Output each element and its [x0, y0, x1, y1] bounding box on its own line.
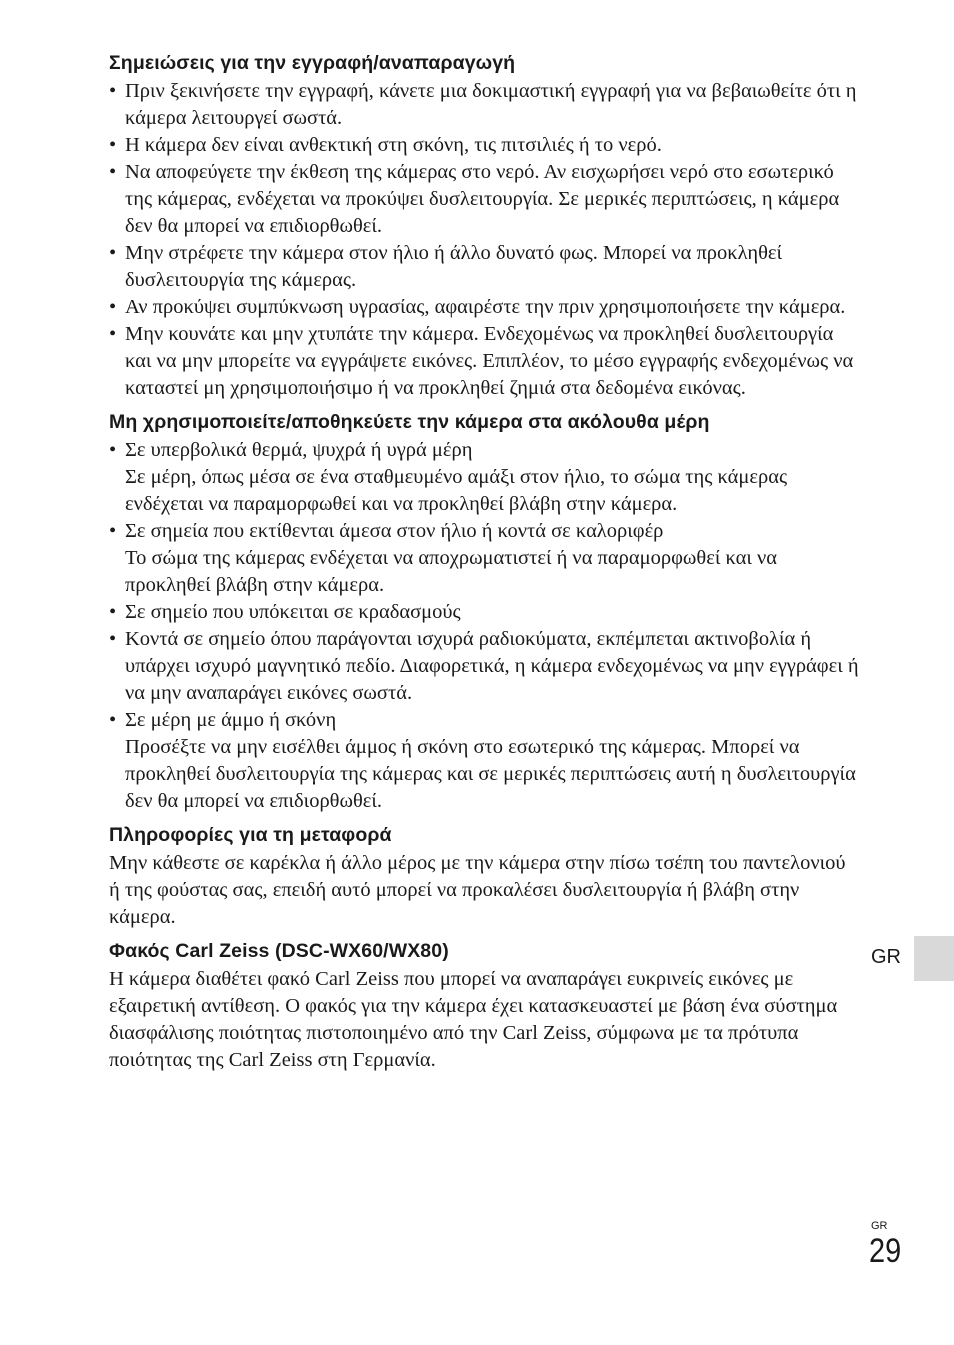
section-lens — [109, 938, 861, 1074]
list-item: • Μην στρέφετε την κάμερα στον ήλιο ή άλλο δυνατό φως. Μπορεί να προκληθεί δυσλειτουργία της κάμερας. — [109, 240, 861, 294]
list-item — [109, 437, 861, 518]
list-item — [109, 707, 861, 815]
list-item-title: • Σε σημεία που εκτίθενται άμεσα στον ήλιο ή κοντά σε καλοριφέρ — [125, 520, 664, 542]
section-heading: Μη χρησιμοποιείτε/αποθηκεύετε την κάμερα στα ακόλουθα μέρη — [109, 411, 710, 433]
section-carrying — [109, 822, 861, 931]
section-recording-notes — [109, 50, 861, 402]
list-item: • Μην κουνάτε και μην χτυπάτε την κάμερα. Ενδεχομένως να προκληθεί δυσλειτουργία και να μην μπορείτε να εγγράψετε εικόνες. Επιπλέον, το μέσο εγγραφής ενδεχομένως να καταστεί μη χρησιμοποιήσιμο ή να προκληθεί ζημιά στα δεδομένα εικόνας. — [109, 321, 861, 402]
bullet-list — [109, 78, 861, 402]
language-tab — [914, 936, 954, 981]
list-item-detail: Σε μέρη, όπως μέσα σε ένα σταθμευμένο αμάξι στον ήλιο, το σώμα της κάμερας ενδέχεται να παραμορφωθεί και να προκληθεί βλάβη στην κάμερα. — [125, 466, 788, 515]
section-heading: Φακός Carl Zeiss (DSC-WX60/WX80) — [109, 940, 449, 962]
section-storage-locations — [109, 409, 861, 815]
section-paragraph: Μην κάθεστε σε καρέκλα ή άλλο μέρος με την κάμερα στην πίσω τσέπη του παντελονιού ή της φούστας σας, επειδή αυτό μπορεί να προκαλέσει δυσλειτουργία ή βλάβη στην κάμερα. — [109, 852, 846, 928]
page-language-label: GR — [871, 1220, 888, 1232]
page-content — [109, 50, 861, 1081]
list-item — [109, 599, 861, 626]
list-item: • Η κάμερα δεν είναι ανθεκτική στη σκόνη, τις πιτσιλιές ή το νερό. — [109, 132, 861, 159]
list-item-detail: Το σώμα της κάμερας ενδέχεται να αποχρωματιστεί ή να παραμορφωθεί και να προκληθεί βλάβη στην κάμερα. — [125, 547, 778, 596]
list-item: • Πριν ξεκινήσετε την εγγραφή, κάνετε μια δοκιμαστική εγγραφή για να βεβαιωθείτε ότι η κάμερα λειτουργεί σωστά. — [109, 78, 861, 132]
bullet-list — [109, 437, 861, 815]
section-heading: Σημειώσεις για την εγγραφή/αναπαραγωγή — [109, 52, 516, 74]
language-tab-label: GR — [871, 946, 901, 968]
list-item-title: • Σε υπερβολικά θερμά, ψυχρά ή υγρά μέρη — [125, 439, 473, 461]
list-item-title: • Κοντά σε σημείο όπου παράγονται ισχυρά ραδιοκύματα, εκπέμπεται ακτινοβολία ή υπάρχει ισχυρό μαγνητικό πεδίο. Διαφορετικά, η κάμερα ενδεχομένως να μην εγγράφει ή να μην αναπαράγει εικόνες σωστά. — [125, 628, 859, 704]
list-item-title: • Σε μέρη με άμμο ή σκόνη — [125, 709, 337, 731]
list-item: • Να αποφεύγετε την έκθεση της κάμερας στο νερό. Αν εισχωρήσει νερό στο εσωτερικό της κάμερας, ενδέχεται να προκύψει δυσλειτουργία. Σε μερικές περιπτώσεις, η κάμερα δεν θα μπορεί να επιδιορθωθεί. — [109, 159, 861, 240]
list-item-detail: Προσέξτε να μην εισέλθει άμμος ή σκόνη στο εσωτερικό της κάμερας. Μπορεί να προκληθεί δυσλειτουργία της κάμερας και σε μερικές περιπτώσεις αυτή η δυσλειτουργία δεν θα μπορεί να επιδιορθωθεί. — [125, 736, 856, 812]
section-paragraph: Η κάμερα διαθέτει φακό Carl Zeiss που μπορεί να αναπαράγει ευκρινείς εικόνες με εξαιρετική αντίθεση. Ο φακός για την κάμερα έχει κατασκευαστεί με βάση ένα σύστημα διασφάλισης ποιότητας πιστοποιημένο από την Carl Zeiss, σύμφωνα με τα πρότυπα ποιότητας της Carl Zeiss στη Γερμανία. — [109, 968, 838, 1071]
list-item: • Αν προκύψει συμπύκνωση υγρασίας, αφαιρέστε την πριν χρησιμοποιήσετε την κάμερα. — [109, 294, 861, 321]
list-item — [109, 518, 861, 599]
list-item-title: • Σε σημείο που υπόκειται σε κραδασμούς — [125, 601, 461, 623]
page-number: 29 — [869, 1232, 902, 1270]
section-heading: Πληροφορίες για τη μεταφορά — [109, 824, 392, 846]
list-item — [109, 626, 861, 707]
